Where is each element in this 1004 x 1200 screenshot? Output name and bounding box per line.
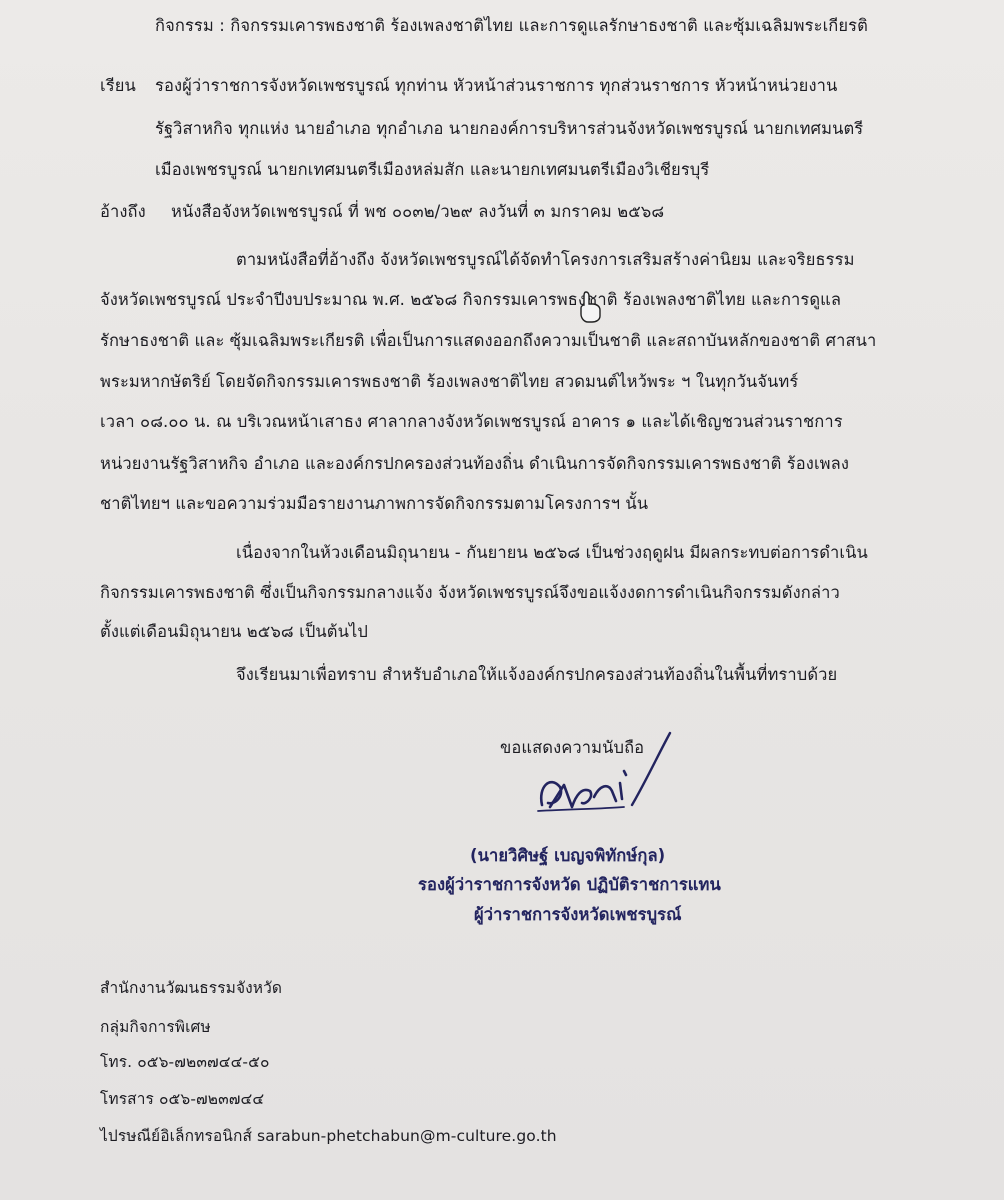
subject-text: : กิจกรรมเคารพธงชาติ ร้องเพลงชาติไทย และการดูแลรักษาธงชาติ และซุ้มเฉลิมพระเกียรติ	[219, 16, 868, 35]
reference-text: หนังสือจังหวัดเพชรบูรณ์ ที่ พช ๐๐๓๒/ว๒๙ ลงวันที่ ๓ มกราคม ๒๕๖๘	[171, 202, 665, 221]
signer-position-2: ผู้ว่าราชการจังหวัดเพชรบูรณ์	[474, 905, 682, 924]
paragraph1-line-4: พระมหากษัตริย์ โดยจัดกิจกรรมเคารพธงชาติ ร้องเพลงชาติไทย สวดมนต์ไหว้พระ ฯ ในทุกวันจันทร์	[100, 372, 799, 391]
paragraph2-line-3: ตั้งแต่เดือนมิถุนายน ๒๕๖๘ เป็นต้นไป	[100, 622, 368, 641]
footer-phone: โทร. ๐๕๖-๗๒๓๗๔๔-๕๐	[100, 1053, 270, 1071]
paragraph1-line-3: รักษาธงชาติ และ ซุ้มเฉลิมพระเกียรติ เพื่อเป็นการแสดงออกถึงความเป็นชาติ และสถาบันหลักของชาติ ศาสนา	[100, 331, 877, 350]
signer-position-1: รองผู้ว่าราชการจังหวัด ปฏิบัติราชการแทน	[418, 875, 721, 894]
footer-email: ไปรษณีย์อิเล็กทรอนิกส์ sarabun-phetchabun@m-culture.go.th	[100, 1127, 557, 1145]
subject-label: กิจกรรม	[155, 16, 214, 35]
footer-fax: โทรสาร ๐๕๖-๗๒๓๗๔๔	[100, 1090, 265, 1108]
paragraph3: จึงเรียนมาเพื่อทราบ สำหรับอำเภอให้แจ้งองค์กรปกครองส่วนท้องถิ่นในพื้นที่ทราบด้วย	[236, 665, 838, 684]
footer-division: กลุ่มกิจการพิเศษ	[100, 1018, 211, 1036]
paragraph1-line-5: เวลา ๐๘.๐๐ น. ณ บริเวณหน้าเสาธง ศาลากลางจังหวัดเพชรบูรณ์ อาคาร ๑ และได้เชิญชวนส่วนราชการ	[100, 412, 843, 431]
paragraph1-line-6: หน่วยงานรัฐวิสาหกิจ อำเภอ และองค์กรปกครองส่วนท้องถิ่น ดำเนินการจัดกิจกรรมเคารพธงชาติ ร้องเพลง	[100, 454, 850, 473]
footer-office: สำนักงานวัฒนธรรมจังหวัด	[100, 979, 283, 997]
mouse-pointer-icon	[578, 290, 604, 324]
handwritten-signature	[520, 725, 680, 825]
recipient-line-2: รัฐวิสาหกิจ ทุกแห่ง นายอำเภอ ทุกอำเภอ นายกองค์การบริหารส่วนจังหวัดเพชรบูรณ์ นายกเทศมนตรี	[155, 119, 864, 138]
paragraph2-line-1: เนื่องจากในห้วงเดือนมิถุนายน - กันยายน ๒๕๖๘ เป็นช่วงฤดูฝน มีผลกระทบต่อการดำเนิน	[236, 543, 868, 562]
recipient-line-3: เมืองเพชรบูรณ์ นายกเทศมนตรีเมืองหล่มสัก และนายกเทศมนตรีเมืองวิเชียรบุรี	[155, 160, 710, 179]
paragraph1-line-1: ตามหนังสือที่อ้างถึง จังหวัดเพชรบูรณ์ได้จัดทำโครงการเสริมสร้างค่านิยม และจริยธรรม	[236, 250, 855, 269]
signer-name: (นายวิศิษฐ์ เบญจพิทักษ์กุล)	[470, 846, 666, 865]
closing-text: ขอแสดงความนับถือ	[500, 738, 645, 757]
subject-line	[155, 14, 868, 38]
paragraph1-line-7: ชาติไทยฯ และขอความร่วมมือรายงานภาพการจัดกิจกรรมตามโครงการฯ นั้น	[100, 494, 649, 513]
recipient-label: เรียน	[100, 76, 136, 95]
recipient-line-1: รองผู้ว่าราชการจังหวัดเพชรบูรณ์ ทุกท่าน หัวหน้าส่วนราชการ ทุกส่วนราชการ หัวหน้าหน่วยงาน	[155, 76, 838, 95]
paragraph2-line-2: กิจกรรมเคารพธงชาติ ซึ่งเป็นกิจกรรมกลางแจ้ง จังหวัดเพชรบูรณ์จึงขอแจ้งงดการดำเนินกิจกรรมดังกล่าว	[100, 583, 840, 602]
paragraph1-line-2: จังหวัดเพชรบูรณ์ ประจำปีงบประมาณ พ.ศ. ๒๕๖๘ กิจกรรมเคารพธงชาติ ร้องเพลงชาติไทย และการดูแล	[100, 290, 842, 309]
reference-label: อ้างถึง	[100, 202, 146, 221]
